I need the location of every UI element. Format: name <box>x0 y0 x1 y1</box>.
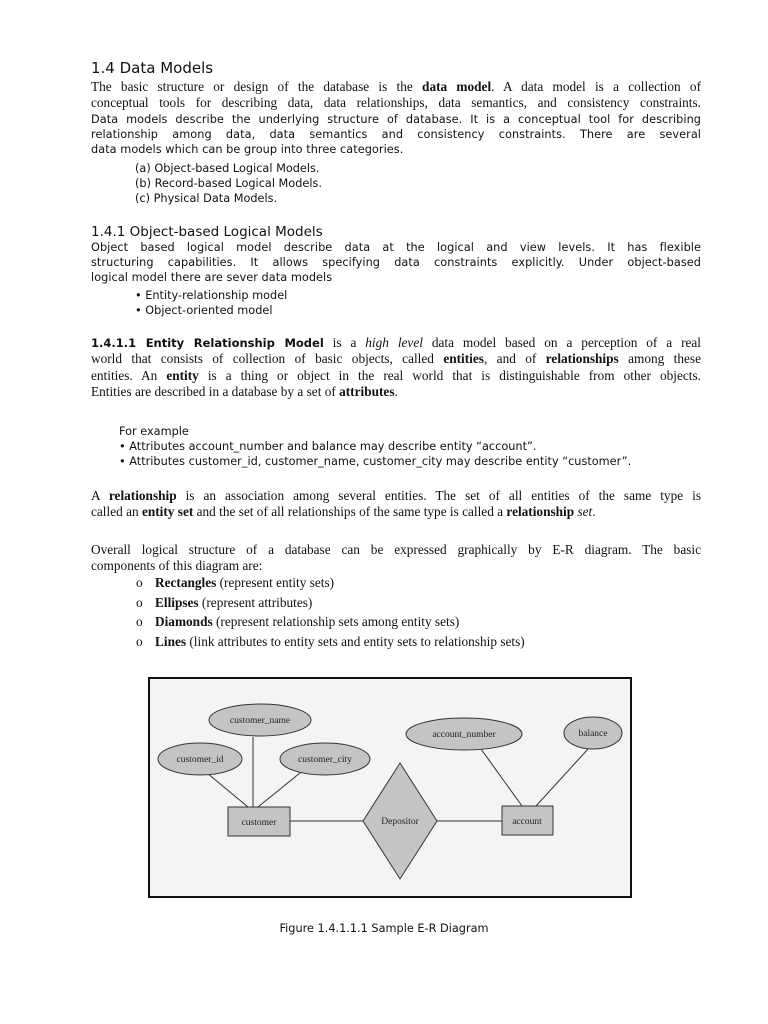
svg-text:balance: balance <box>578 729 608 739</box>
list-item: (c) Physical Data Models. <box>135 192 278 206</box>
er-diagram-figure <box>148 677 632 898</box>
list-item: • Attributes account_number and balance may describe entity “account”. <box>119 440 537 454</box>
paragraph-er-diagram-intro: Overall logical structure of a database can be expressed graphically by E-R diagram. The basic components of this diagram are: <box>91 542 701 574</box>
attribute-balance <box>564 717 622 749</box>
object-models-list <box>91 288 701 318</box>
example-block <box>91 424 701 470</box>
list-item: (b) Record-based Logical Models. <box>135 177 322 191</box>
line-customer-id <box>207 773 248 807</box>
attribute-customer-city <box>280 743 370 775</box>
svg-text:customer: customer <box>241 818 277 828</box>
paragraph-object-based: Object based logical model describe data at the logical and view levels. It has flexible structuring capabilities. It allows specifying data constraints explicitly. Under object-based logical model there are sever data models <box>91 241 701 285</box>
list-item: o Diamonds (represent relationship sets among entity sets) <box>136 614 460 630</box>
list-item: • Attributes customer_id, customer_name, customer_city may describe entity “customer”. <box>119 455 632 469</box>
subsection-heading-1-4-1-1: 1.4.1.1 Entity Relationship Model <box>91 336 324 350</box>
attribute-customer-id <box>158 743 242 775</box>
paragraph-relationship: A relationship is an association among several entities. The set of all entities of the same type is called an entity set and the set of all relationships of the same type is called a relationship set. <box>91 488 701 520</box>
paragraph-entity-relationship-model: 1.4.1.1 Entity Relationship Model is a high level data model based on a perception of a real world that consists of collection of basic objects, called entities, and of relationships among these entities. An entity is a thing or object in the real world that is distinguishable from other objects. Entities are described in a database by a set of attributes. <box>91 335 702 399</box>
svg-text:customer_city: customer_city <box>298 755 352 765</box>
svg-text:account_number: account_number <box>432 730 496 740</box>
line-customer-city <box>258 773 300 807</box>
section-heading-1-4-1: 1.4.1 Object-based Logical Models <box>91 224 323 240</box>
model-categories-list <box>91 161 701 207</box>
example-label: For example <box>119 425 189 438</box>
section-heading-1-4: 1.4 Data Models <box>91 59 214 77</box>
attribute-account-number <box>406 718 522 750</box>
er-components-list <box>91 573 701 651</box>
figure-caption: Figure 1.4.1.1.1 Sample E-R Diagram <box>279 922 489 935</box>
list-item: o Ellipses (represent attributes) <box>136 594 313 610</box>
svg-text:customer_id: customer_id <box>176 755 224 765</box>
relationship-depositor <box>363 763 437 879</box>
er-diagram <box>150 679 630 896</box>
line-balance <box>536 749 588 806</box>
list-item: • Object-oriented model <box>135 304 273 318</box>
paragraph-data-model-definition: Data models describe the underlying structure of database. It is a conceptual tool for describing relationship among data, data semantics and consistency constraints. There are several data models which can be group into three categories. <box>91 113 701 157</box>
term-data-model: data model <box>422 79 492 94</box>
list-item: (a) Object-based Logical Models. <box>135 162 320 175</box>
list-item: • Entity-relationship model <box>135 289 288 302</box>
svg-text:customer_name: customer_name <box>229 716 291 726</box>
attribute-customer-name <box>209 704 311 736</box>
paragraph-data-model-intro: The basic structure or design of the database is the data model. A data model is a collection of conceptual tools for describing data, data relationships, data semantics, and consistency constraints. <box>91 79 702 111</box>
list-item: o Lines (link attributes to entity sets and entity sets to relationship sets) <box>136 633 525 649</box>
entity-account <box>502 806 553 835</box>
svg-text:Depositor: Depositor <box>381 817 419 827</box>
line-account-number <box>481 749 522 806</box>
list-item: o Rectangles (represent entity sets) <box>136 575 335 590</box>
entity-customer <box>228 807 290 836</box>
svg-text:account: account <box>512 817 542 827</box>
